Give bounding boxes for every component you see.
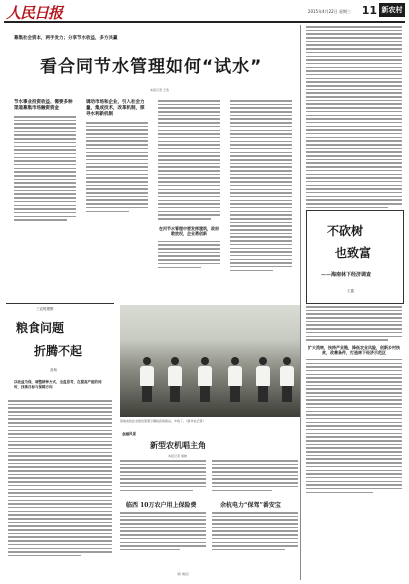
lower-column-1	[120, 460, 206, 493]
right-feature-subtitle: ——海南林下经济调查	[321, 272, 372, 278]
page-number: 11	[361, 4, 377, 17]
newspaper-masthead: 人民日报	[6, 4, 63, 22]
section-label: 新农村	[379, 3, 405, 17]
left-box-tag: 三农短观察	[36, 307, 54, 311]
lower-byline: 本报记者 胡晓	[168, 454, 187, 458]
masthead-rule	[4, 21, 405, 23]
left-box-blurb: 以收益为保，调整耕种方式，全盘思考，在提高产能的同时，找准目标与保障方向	[14, 380, 102, 389]
main-column-1	[14, 100, 76, 223]
lead-left: 节水事业投资收益、需要多种渠道募集市场融资资金	[14, 100, 73, 111]
main-column-2	[86, 100, 148, 214]
story-left-body	[120, 512, 206, 553]
lower-column-tag: 金融风景	[122, 432, 136, 436]
right-feature-title-2: 也致富	[335, 246, 372, 260]
main-column-4	[230, 100, 292, 273]
headline-kicker: 募集社会资本，两手发力；分享节水收益，多方共赢	[14, 36, 118, 41]
lower-headline: 新型农机唱主角	[150, 440, 206, 450]
column-divider	[300, 25, 301, 580]
left-box-title-1: 粮食问题	[16, 321, 65, 335]
right-pull-quote: 扩大流转，扶持产业链，降低农业风险，创新乡村扶贫，改善条件，打造林下经济示范区	[308, 344, 400, 356]
story-left-headline: 临西 10万农户用上保险费	[126, 502, 197, 509]
story-right-headline: 余杭电力“保驾”番安宝	[220, 502, 281, 509]
left-box-rule	[6, 303, 114, 304]
harvest-photo	[120, 305, 300, 417]
photo-caption: 某地农民在水稻田里展示刚收获的稻谷，丰收了。（新华社记者）	[120, 419, 206, 423]
lower-footer-note: （新 佛宜）	[175, 572, 191, 576]
main-headline: 看合同节水管理如何“试水”	[40, 57, 263, 77]
right-feature-box	[306, 210, 404, 304]
issue-date: 2015年4月22日 星期三	[307, 9, 351, 14]
lower-column-2	[212, 460, 298, 493]
left-box-title-2: 折腾不起	[34, 344, 83, 358]
main-column-3	[158, 100, 220, 270]
left-box-body	[8, 400, 112, 559]
right-column-bottom	[306, 306, 402, 495]
right-feature-title-1: 不砍树	[327, 224, 364, 238]
left-box-byline: 高杨	[50, 368, 57, 372]
main-byline: 本报记者 王浩	[150, 88, 169, 92]
story-right-body	[212, 512, 298, 553]
pull-quote: 在河节水管理中要发挥建筑，政府敢放权，企业勇创新	[159, 225, 219, 237]
right-column-top	[306, 26, 402, 210]
lead-middle: 调动市场和企业，引入社会力量，集成技术，改革机制，探寻水利新机制	[86, 100, 145, 117]
right-feature-byline: 王鑫	[347, 289, 354, 293]
